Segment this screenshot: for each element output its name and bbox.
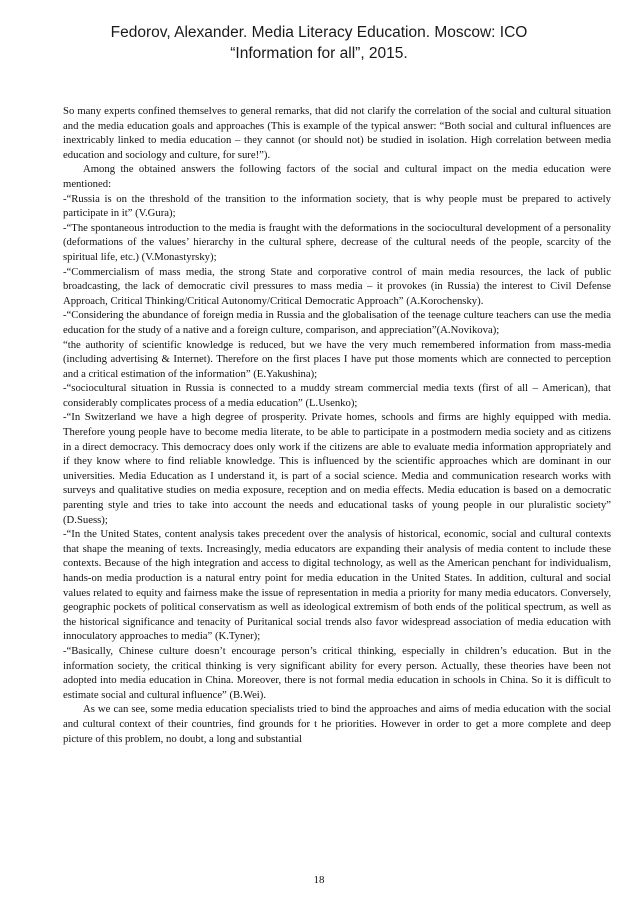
quote-wei: -“Basically, Chinese culture doesn’t encourage person’s critical thinking, especially in children’s education. But in the information society, the critical thinking is very significant ability for every person. Actually, these theories have been not adopted into media education in China. Moreover, there is not formal media education in schools in China. So it is difficult to estimate social and cultural influence” (B.Wei).	[63, 644, 611, 701]
header-line-2: “Information for all”, 2015.	[230, 45, 408, 62]
quote-tyner: -“In the United States, content analysis takes precedent over the analysis of historical, economic, social and cultural contexts that shape the meaning of texts. Increasingly, media educators are expanding their analysis of media content to include these contexts. Because of the high integration and access to digital technology, as well as the American penchant for individualism, hands-on media production is a natural entry point for media education in the United States. In addition, cultural and social values related to equity and fairness make the issue of representation in media a priority for many media educators. Conversely, geographic pockets of political conservatism as well as ideological extremism of both ends of the political spectrum, as well as the historical significance and tenacity of Puritanical social trends also favor widespread association of media education with innoculatory approaches to media” (K.Tyner);	[63, 528, 611, 643]
running-header	[0, 22, 638, 64]
quote-korochensky: -“Commercialism of mass media, the strong State and corporative control of main media resources, the lack of public broadcasting, the lack of democratic civil pressures to mass media – it provokes (in Russia) the interest to Civil Defense Approach, Critical Thinking/Critical Autonomy/Critical Democratic Approach” (A.Korochensky).	[63, 265, 611, 307]
header-line-1: Fedorov, Alexander. Media Literacy Education. Moscow: ICO	[110, 24, 528, 41]
paragraph-intro: So many experts confined themselves to general remarks, that did not clarify the correlation of the social and cultural situation and the media education goals and approaches (This is example of the typical answer: “Both social and cultural influences are inextricably linked to media education – they cannot (or should not) be studied in isolation. High correlation between media education and sociology and culture, for sure!”).	[63, 105, 611, 161]
quote-usenko: -“sociocultural situation in Russia is connected to a muddy stream commercial media texts (first of all – American), that considerably complicates process of a media education” (L.Usenko);	[63, 382, 611, 409]
quote-monastyrsky: -“The spontaneous introduction to the media is fraught with the deformations in the sociocultural development of a personality (deformations of the values’ hierarchy in the cultural sphere, decrease of the cultural needs of the people, scarcity of the spiritual life, etc.) (V.Monastyrsky);	[63, 221, 611, 263]
quote-novikova: -“Considering the abundance of foreign media in Russia and the globalisation of the teenage culture teachers can use the media education for the study of a native and a foreign culture, comparison, and appreciation”(A.Novikova);	[63, 309, 611, 336]
page-number: 18	[313, 874, 325, 886]
paragraph-conclusion: As we can see, some media education specialists tried to bind the approaches and aims of media education with the social and cultural context of their countries, find grounds for t he priorities. However in order to get a more complete and deep picture of this problem, no doubt, a long and substantial	[63, 703, 611, 745]
quote-gura: -“Russia is on the threshold of the transition to the information society, that is why people must be prepared to actively participate in it” (V.Gura);	[63, 192, 611, 220]
quote-yakushina: “the authority of scientific knowledge is reduced, but we have the very much remembered information from mass-media (including advertising & Internet). Therefore on the first places I have put those moments which are connected to perception and a critical estimation of the information” (E.Yakushina);	[63, 338, 611, 380]
body-text	[63, 104, 611, 746]
paragraph-factors-intro: Among the obtained answers the following factors of the social and cultural impact on the media education were mentioned:	[63, 163, 611, 190]
quote-suess: -“In Switzerland we have a high degree of prosperity. Private homes, schools and firms are highly equipped with media. Therefore young people have to become media literate, to be able to participate in a postmodern media society and as citizens in a direct democracy. This democracy does only work if the citizens are able to evaluate media information appropriately and if they know where to find reliable knowledge. This is influenced by the scientific approaches which are dominant in our universities. Media Education as I understand it, is part of a social science. Media and communication research works with surveys and qualitative studies on media exposure, reception and on media effects. Media education is based on a democratic parenting style and tries to take into account the needs and educational tasks of young people in our pluralistic society” (D.Suess);	[63, 411, 611, 526]
